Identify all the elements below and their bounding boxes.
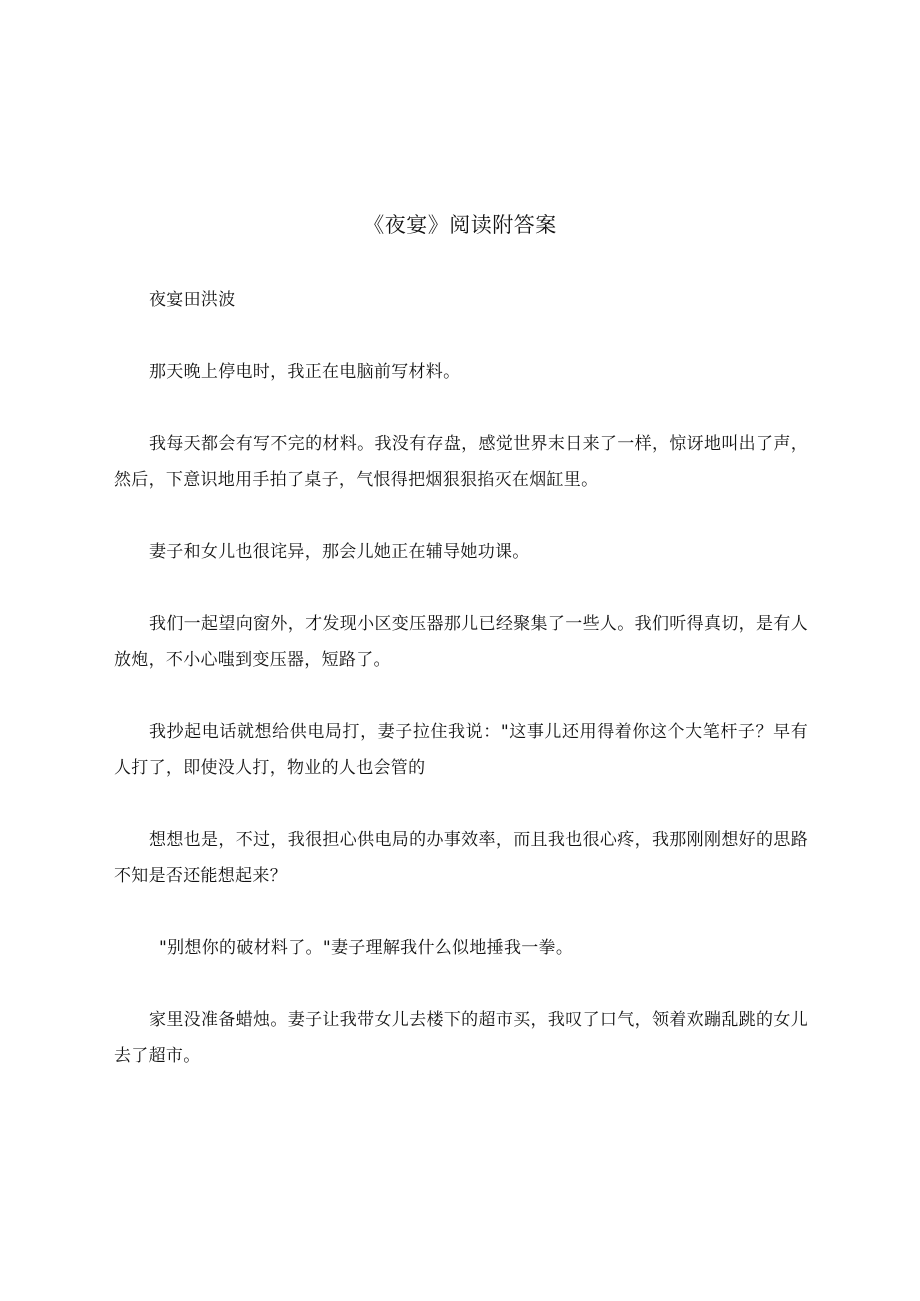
paragraph: 家里没准备蜡烛。妻子让我带女儿去楼下的超市买，我叹了口气，领着欢蹦乱跳的女儿去了超市。 [114,1010,808,1066]
paragraph: 我每天都会有写不完的材料。我没有存盘，感觉世界末日来了一样，惊讶地叫出了声，然后，下意识地用手拍了桌子，气恨得把烟狠狠掐灭在烟缸里。 [114,434,808,490]
paragraph: 那天晚上停电时，我正在电脑前写材料。 [149,362,461,382]
paragraph: 我抄起电话就想给供电局打，妻子拉住我说："这事儿还用得着你这个大笔杆子？早有人打了，即使没人打，物业的人也会管的 [114,722,808,778]
paragraph: 我们一起望向窗外，才发现小区变压器那儿已经聚集了一些人。我们听得真切，是有人放炮，不小心嗤到变压器，短路了。 [114,614,808,670]
document-title: 《夜宴》阅读附答案 [363,213,557,237]
paragraph: "别想你的破材料了。"妻子理解我什么似地捶我一拳。 [159,938,574,958]
paragraph: 想想也是，不过，我很担心供电局的办事效率，而且我也很心疼，我那刚刚想好的思路不知是否还能想起来？ [114,830,808,886]
byline: 夜宴田洪波 [149,290,236,310]
document-body [114,282,808,1074]
paragraph: 妻子和女儿也很诧异，那会儿她正在辅导她功课。 [149,542,530,562]
